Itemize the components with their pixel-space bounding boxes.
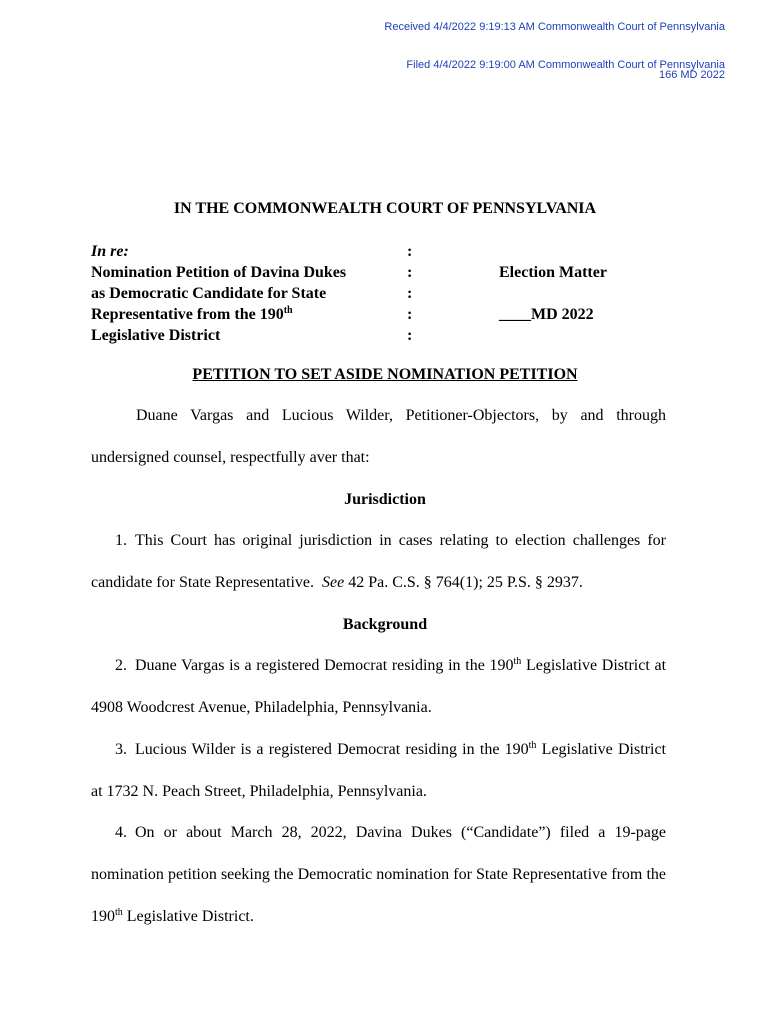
petition-title: PETITION TO SET ASIDE NOMINATION PETITION [192,366,578,383]
paragraph-2: 2. Duane Vargas is a registered Democrat residing in the 190th Legislative District at 4908 Woodcrest Avenue, Philadelphia, Pennsylvania. [91,656,667,716]
paragraph-3: 3. Lucious Wilder is a registered Democrat residing in the 190th Legislative District at 1732 N. Peach Street, Philadelphia, Pennsylvania. [91,740,666,800]
caption-docket-blank: ____MD 2022 [499,306,594,323]
filed-stamp [406,60,725,80]
court-title: IN THE COMMONWEALTH COURT OF PENNSYLVANIA [173,200,597,217]
heading-jurisdiction: Jurisdiction [344,491,426,508]
caption-line-2: as Democratic Candidate for State [91,285,327,302]
caption-line-1: Nomination Petition of Davina Dukes [91,264,347,281]
received-stamp: Received 4/4/2022 9:19:13 AM Commonwealth Court of Pennsylvania [384,21,725,33]
intro-paragraph: Duane Vargas and Lucious Wilder, Petitioner-Objectors, by and through undersigned counsel, respectfully aver that: [91,407,666,466]
heading-background: Background [342,616,428,633]
caption-in-re: In re: [91,243,129,260]
caption-colons: : : : : : [407,243,413,344]
docket-number: 166 MD 2022 [658,69,725,81]
caption-matter [499,241,607,325]
caption-line-3: Representative from the 190th [91,305,293,323]
caption-election-matter: Election Matter [499,264,607,281]
paragraph-4: 4. On or about March 28, 2022, Davina Dukes (“Candidate”) filed a 19-page nomination petition seeking the Democratic nomination for State Representative from the 190th Legislative District. [91,824,666,925]
filed-stamp-text: Filed 4/4/2022 9:19:00 AM Commonwealth Court of Pennsylvania [406,59,725,71]
caption-parties [91,241,391,346]
caption-line-4: Legislative District [91,327,221,344]
paragraph-1: 1. This Court has original jurisdiction in cases relating to election challenges for candidate for State Representative. See 42 Pa. C.S. § 764(1); 25 P.S. § 2937. [91,532,666,591]
